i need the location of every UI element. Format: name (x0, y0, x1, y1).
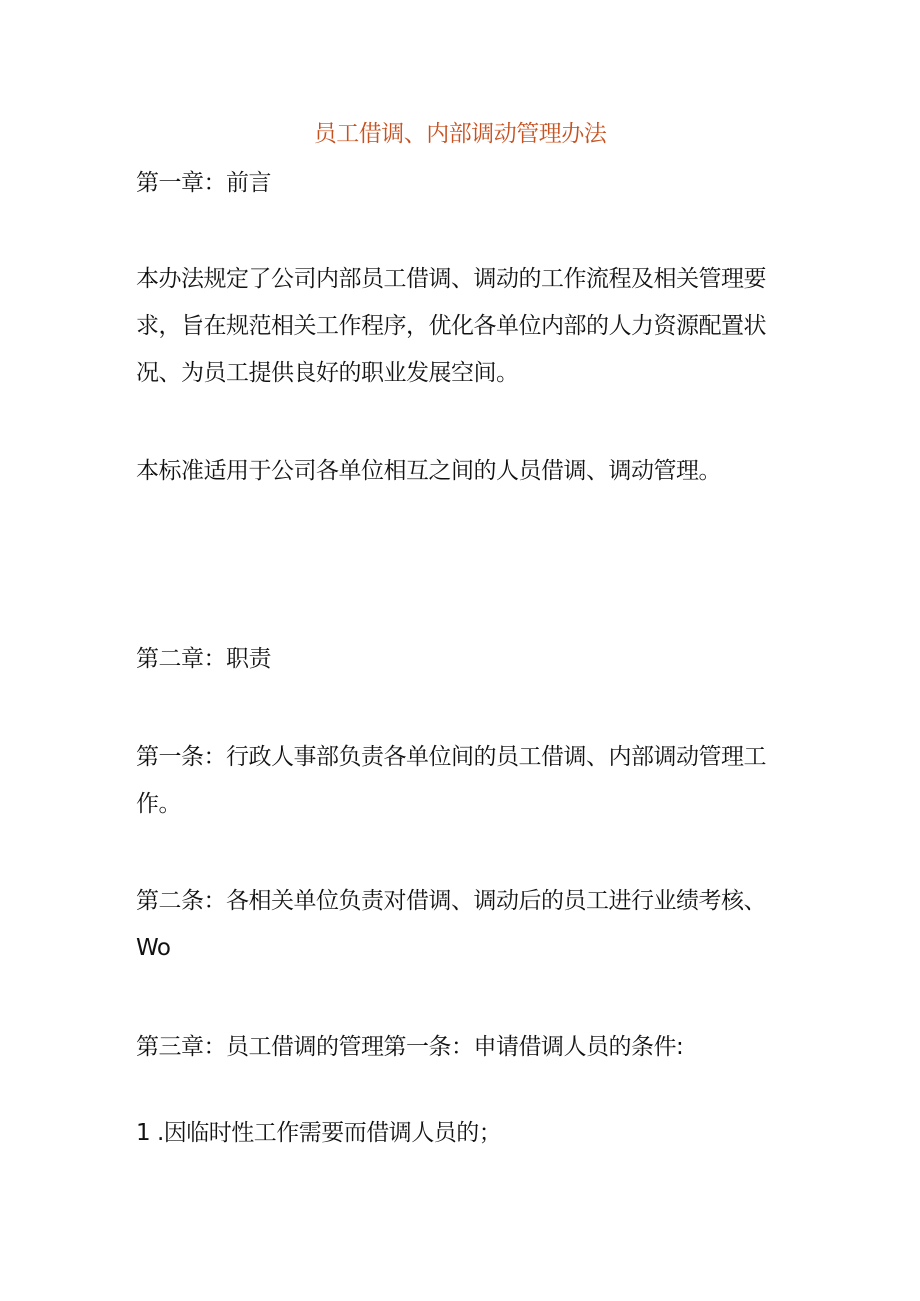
preface-line-2: 求，旨在规范相关工作程序，优化各单位内部的人力资源配置状 (136, 313, 766, 339)
article-1-paragraph (136, 734, 796, 828)
preface-line-1: 本办法规定了公司内部员工借调、调动的工作流程及相关管理要 (136, 266, 766, 292)
article-2-paragraph (136, 878, 796, 972)
chapter-2-heading: 第二章：职责 (136, 646, 271, 672)
scope-paragraph: 本标准适用于公司各单位相互之间的人员借调、调动管理。 (136, 458, 721, 484)
preface-line-3: 况、为员工提供良好的职业发展空间。 (136, 360, 519, 386)
article-2-line-2: Wo (136, 935, 171, 961)
chapter-3-heading: 第三章：员工借调的管理第一条：申请借调人员的条件: (136, 1034, 684, 1060)
document-title: 员工借调、内部调动管理办法 (313, 121, 607, 147)
condition-item-1: 1 .因临时性工作需要而借调人员的； (136, 1120, 502, 1146)
article-1-line-1: 第一条：行政人事部负责各单位间的员工借调、内部调动管理工 (136, 744, 766, 770)
chapter-1-heading: 第一章：前言 (136, 170, 271, 196)
preface-paragraph (136, 256, 796, 397)
article-2-line-1: 第二条：各相关单位负责对借调、调动后的员工进行业绩考核、 (136, 888, 766, 914)
article-1-line-2: 作。 (136, 791, 181, 817)
